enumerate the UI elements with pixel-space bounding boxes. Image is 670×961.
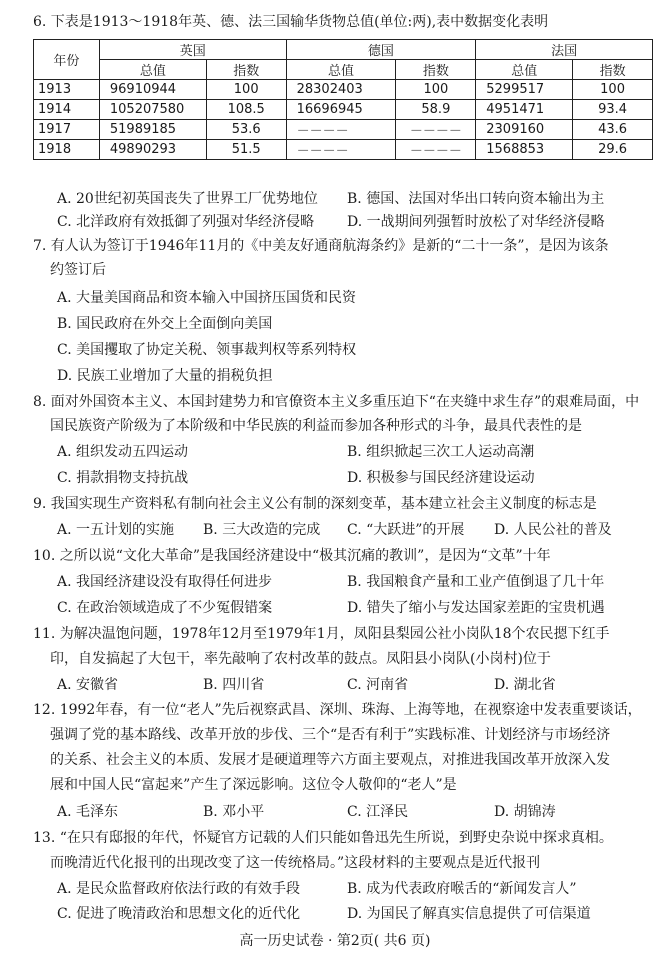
q11-option-c: C. 河南省 [347, 677, 409, 693]
table-cell: －－－－ [286, 120, 396, 140]
q12-stem-line1: 12. 1992年春，有一位“老人”先后视察武昌、深圳、珠海、上海等地，在视察途中发表重要谈话， [33, 702, 642, 718]
q8-option-c: C. 捐款捐物支持抗战 [57, 470, 189, 486]
table-cell: 105207580 [99, 100, 206, 120]
q10-option-d: D. 错失了缩小与发达国家差距的宝贵机遇 [347, 600, 605, 616]
q11-option-d: D. 湖北省 [494, 677, 556, 693]
subheader: 指数 [396, 60, 476, 80]
table-cell: 16696945 [286, 100, 396, 120]
q7-option-b: B. 国民政府在外交上全面倒向美国 [57, 316, 273, 332]
q13-option-b: B. 成为代表政府喉舌的“新闻发言人” [347, 881, 577, 897]
table-cell: 53.6 [206, 120, 286, 140]
q12-stem-line4: 展和中国人民“富起来”产生了深远影响。这位令人敬仰的“老人”是 [50, 777, 457, 793]
q11-option-b: B. 四川省 [203, 677, 265, 693]
year-header: 年份 [34, 40, 100, 80]
table-cell: 93.4 [573, 100, 653, 120]
q12-option-c: C. 江泽民 [347, 804, 409, 820]
q9-option-a: A. 一五计划的实施 [57, 522, 175, 538]
table-cell: 108.5 [206, 100, 286, 120]
q9-option-c: C. “大跃进”的开展 [347, 522, 465, 538]
q13-option-d: D. 为国民了解真实信息提供了可信渠道 [347, 906, 591, 922]
table-cell: 51989185 [99, 120, 206, 140]
table-cell: 4951471 [476, 100, 573, 120]
table-row [34, 80, 653, 100]
table-cell: 58.9 [396, 100, 476, 120]
q13-option-c: C. 促进了晚清政治和思想文化的近代化 [57, 906, 301, 922]
country-header-france: 法国 [476, 40, 653, 60]
q8-option-a: A. 组织发动五四运动 [57, 444, 189, 460]
q10-option-b: B. 我国粮食产量和工业产值倒退了几十年 [347, 574, 605, 590]
q12-option-a: A. 毛泽东 [57, 804, 119, 820]
q7-option-d: D. 民族工业增加了大量的捐税负担 [57, 368, 273, 384]
table-cell: 100 [396, 80, 476, 100]
table-cell: 1917 [34, 120, 100, 140]
table-cell: －－－－ [396, 140, 476, 160]
subheader: 指数 [573, 60, 653, 80]
q12-stem-line3: 的关系、社会主义的本质、发展才是硬道理等六方面主要观点，对推进我国改革开放深入发 [50, 752, 610, 768]
table-cell: 51.5 [206, 140, 286, 160]
table-cell: 28302403 [286, 80, 396, 100]
subheader: 总值 [99, 60, 206, 80]
table-row [34, 120, 653, 140]
q7-stem-line2: 约签订后 [50, 262, 106, 278]
q8-stem-line2: 国民族资产阶级为了本阶级和中华民族的利益而参加各种形式的斗争，最具代表性的是 [50, 418, 582, 434]
q6-option-b: B. 德国、法国对华出口转向资本输出为主 [347, 191, 605, 207]
q8-option-b: B. 组织掀起三次工人运动高潮 [347, 444, 535, 460]
q7-option-c: C. 美国攫取了协定关税、领事裁判权等系列特权 [57, 342, 357, 358]
q9-option-b: B. 三大改造的完成 [203, 522, 321, 538]
q7-stem-line1: 7. 有人认为签订于1946年11月的《中美友好通商航海条约》是新的“二十一条”，是因为该条 [33, 238, 609, 254]
q6-option-d: D. 一战期间列强暂时放松了对华经济侵略 [347, 214, 605, 230]
table-cell: 100 [573, 80, 653, 100]
q12-option-b: B. 邓小平 [203, 804, 265, 820]
table-cell: 96910944 [99, 80, 206, 100]
country-header-germany: 德国 [286, 40, 476, 60]
q11-option-a: A. 安徽省 [57, 677, 119, 693]
q9-stem: 9. 我国实现生产资料私有制向社会主义公有制的深刻变革，基本建立社会主义制度的标志是 [33, 496, 597, 512]
subheader: 指数 [206, 60, 286, 80]
q11-stem-line1: 11. 为解决温饱问题，1978年12月至1979年1月，凤阳县梨园公社小岗队18个农民摁下红手 [33, 626, 610, 642]
q6-stem: 6. 下表是1913～1918年英、德、法三国输华货物总值(单位:两),表中数据变化表明 [33, 14, 549, 30]
q8-stem-line1: 8. 面对外国资本主义、本国封建势力和官僚资本主义多重压迫下“在夹缝中求生存”的艰难局面，中 [33, 394, 640, 410]
q6-option-c: C. 北洋政府有效抵御了列强对华经济侵略 [57, 214, 315, 230]
table-cell: 49890293 [99, 140, 206, 160]
table-header-row [34, 40, 653, 60]
q13-stem-line1: 13. “在只有邸报的年代，怀疑官方记载的人们只能如鲁迅先生所说，到野史杂说中探求真相。 [33, 830, 613, 846]
q10-option-a: A. 我国经济建设没有取得任何进步 [57, 574, 273, 590]
q9-option-d: D. 人民公社的普及 [494, 522, 612, 538]
q8-option-d: D. 积极参与国民经济建设运动 [347, 470, 535, 486]
q7-option-a: A. 大量美国商品和资本输入中国挤压国货和民资 [57, 290, 357, 306]
table-cell: －－－－ [286, 140, 396, 160]
q12-option-d: D. 胡锦涛 [494, 804, 556, 820]
q10-stem: 10. 之所以说“文化大革命”是我国经济建设中“极其沉痛的教训”，是因为“文革”十年 [33, 548, 551, 564]
table-subheader-row [34, 60, 653, 80]
q12-stem-line2: 强调了党的基本路线、改革开放的步伐、三个“是否有利于”实践标准、计划经济与市场经济 [50, 727, 611, 743]
table-cell: 1914 [34, 100, 100, 120]
q11-stem-line2: 印，自发搞起了大包干，率先敲响了农村改革的鼓点。凤阳县小岗队(小岗村)位于 [50, 651, 551, 667]
q13-option-a: A. 是民众监督政府依法行政的有效手段 [57, 881, 301, 897]
q6-option-a: A. 20世纪初英国丧失了世界工厂优势地位 [57, 191, 318, 207]
table-cell: 100 [206, 80, 286, 100]
q6-data-table [33, 39, 653, 160]
table-row [34, 100, 653, 120]
subheader: 总值 [476, 60, 573, 80]
table-cell: 5299517 [476, 80, 573, 100]
page-footer: 高一历史试卷 · 第2页( 共6 页) [239, 933, 431, 949]
q13-stem-line2: 而晚清近代化报刊的出现改变了这一传统格局。”这段材料的主要观点是近代报刊 [50, 855, 541, 871]
table-row [34, 140, 653, 160]
table-cell: 43.6 [573, 120, 653, 140]
table-cell: 2309160 [476, 120, 573, 140]
table-cell: 1913 [34, 80, 100, 100]
country-header-uk: 英国 [99, 40, 286, 60]
table-cell: 1568853 [476, 140, 573, 160]
table-cell: 1918 [34, 140, 100, 160]
table-cell: －－－－ [396, 120, 476, 140]
table-cell: 29.6 [573, 140, 653, 160]
subheader: 总值 [286, 60, 396, 80]
q10-option-c: C. 在政治领域造成了不少冤假错案 [57, 600, 273, 616]
